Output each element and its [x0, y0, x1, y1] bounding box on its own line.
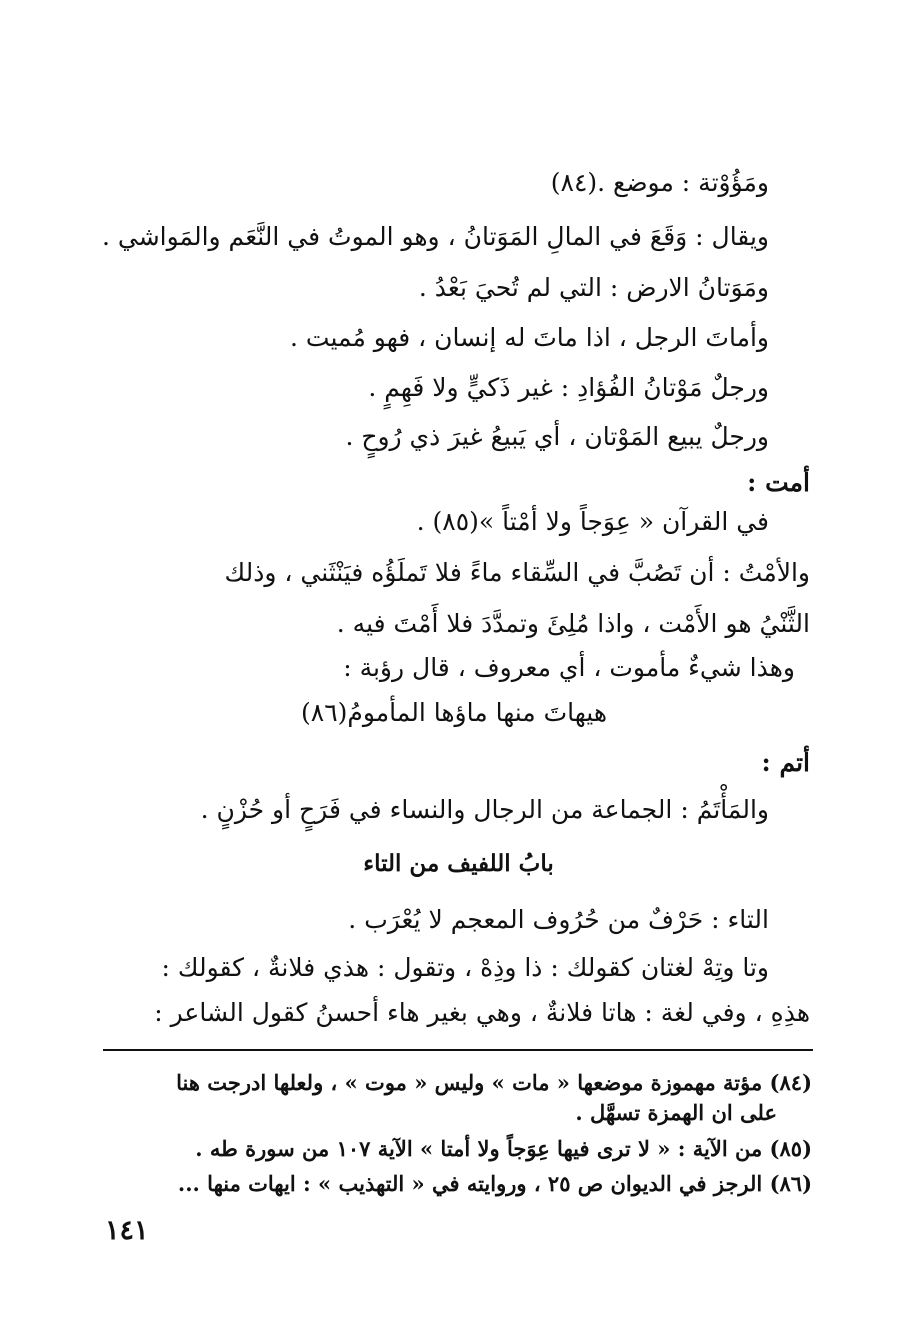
- text-line: ومَوَتانُ الارض : التي لم تُحيَ بَعْدُ .: [418, 273, 769, 302]
- verse-line: هيهاتَ منها ماؤها المأمومُ(٨٦): [301, 698, 607, 727]
- text-line: هذِهِ ، وفي لغة : هاتا فلانةٌ ، وهي بغير هاء أحسنُ كقول الشاعر :: [154, 998, 810, 1027]
- footnote: (٨٤) مؤتة مهموزة موضعها « مات » وليس « موت » ، ولعلها ادرجت هنا: [176, 1070, 812, 1095]
- text-line: ويقال : وَقَعَ في المالِ المَوَتانُ ، وهو الموتُ في النَّعَم والمَواشي .: [101, 222, 769, 251]
- footnote-continuation: على ان الهمزة تسهَّل .: [575, 1100, 777, 1125]
- chapter-title: بابُ اللفيف من التاء: [363, 850, 554, 877]
- text-line: والمَأْتَمُ : الجماعة من الرجال والنساء في فَرَحٍ أو حُزْنٍ .: [200, 795, 769, 824]
- text-line: ورجلٌ مَوْتانُ الفُؤادِ : غير ذَكيٍّ ولا فَهِمٍ .: [368, 373, 769, 402]
- footnote-divider: [103, 1049, 813, 1051]
- text-line: الثَّنْيُ هو الأَمْت ، واذا مُلِئَ وتمدَّدَ فلا أَمْتَ فيه .: [336, 609, 810, 638]
- footnote: (٨٥) من الآية : « لا ترى فيها عِوَجاً ولا أمتا » الآية ١٠٧ من سورة طه .: [195, 1136, 812, 1161]
- footnote: (٨٦) الرجز في الديوان ص ٢٥ ، وروايته في « التهذيب » : ايهات منها ...: [177, 1171, 812, 1196]
- entry-heading-amt: أمت :: [747, 468, 810, 497]
- entry-heading-atm: أتم :: [761, 748, 810, 777]
- text-line: ومَؤُوْتة : موضع .(٨٤): [550, 168, 769, 197]
- text-line: وهذا شيءٌ مأموت ، أي معروف ، قال رؤبة :: [343, 653, 795, 682]
- text-line: التاء : حَرْفٌ من حُرُوف المعجم لا يُعْرَب .: [348, 905, 769, 934]
- text-line: وأماتَ الرجل ، اذا ماتَ له إنسان ، فهو مُميت .: [290, 323, 769, 352]
- text-line: وتا وتِهْ لغتان كقولك : ذا وذِهْ ، وتقول : هذي فلانةٌ ، كقولك :: [161, 953, 769, 982]
- text-line: والأمْتُ : أن تَصُبَّ في السِّقاء ماءً فلا تَملَؤُه فيَنْثَني ، وذلك: [224, 558, 810, 587]
- text-line: في القرآن « عِوَجاً ولا أمْتاً »(٨٥) .: [416, 507, 769, 536]
- text-line: ورجلٌ يبيع المَوْتان ، أي يَبيعُ غيرَ ذي رُوحٍ .: [345, 422, 769, 451]
- page-number: ١٤١: [105, 1215, 149, 1246]
